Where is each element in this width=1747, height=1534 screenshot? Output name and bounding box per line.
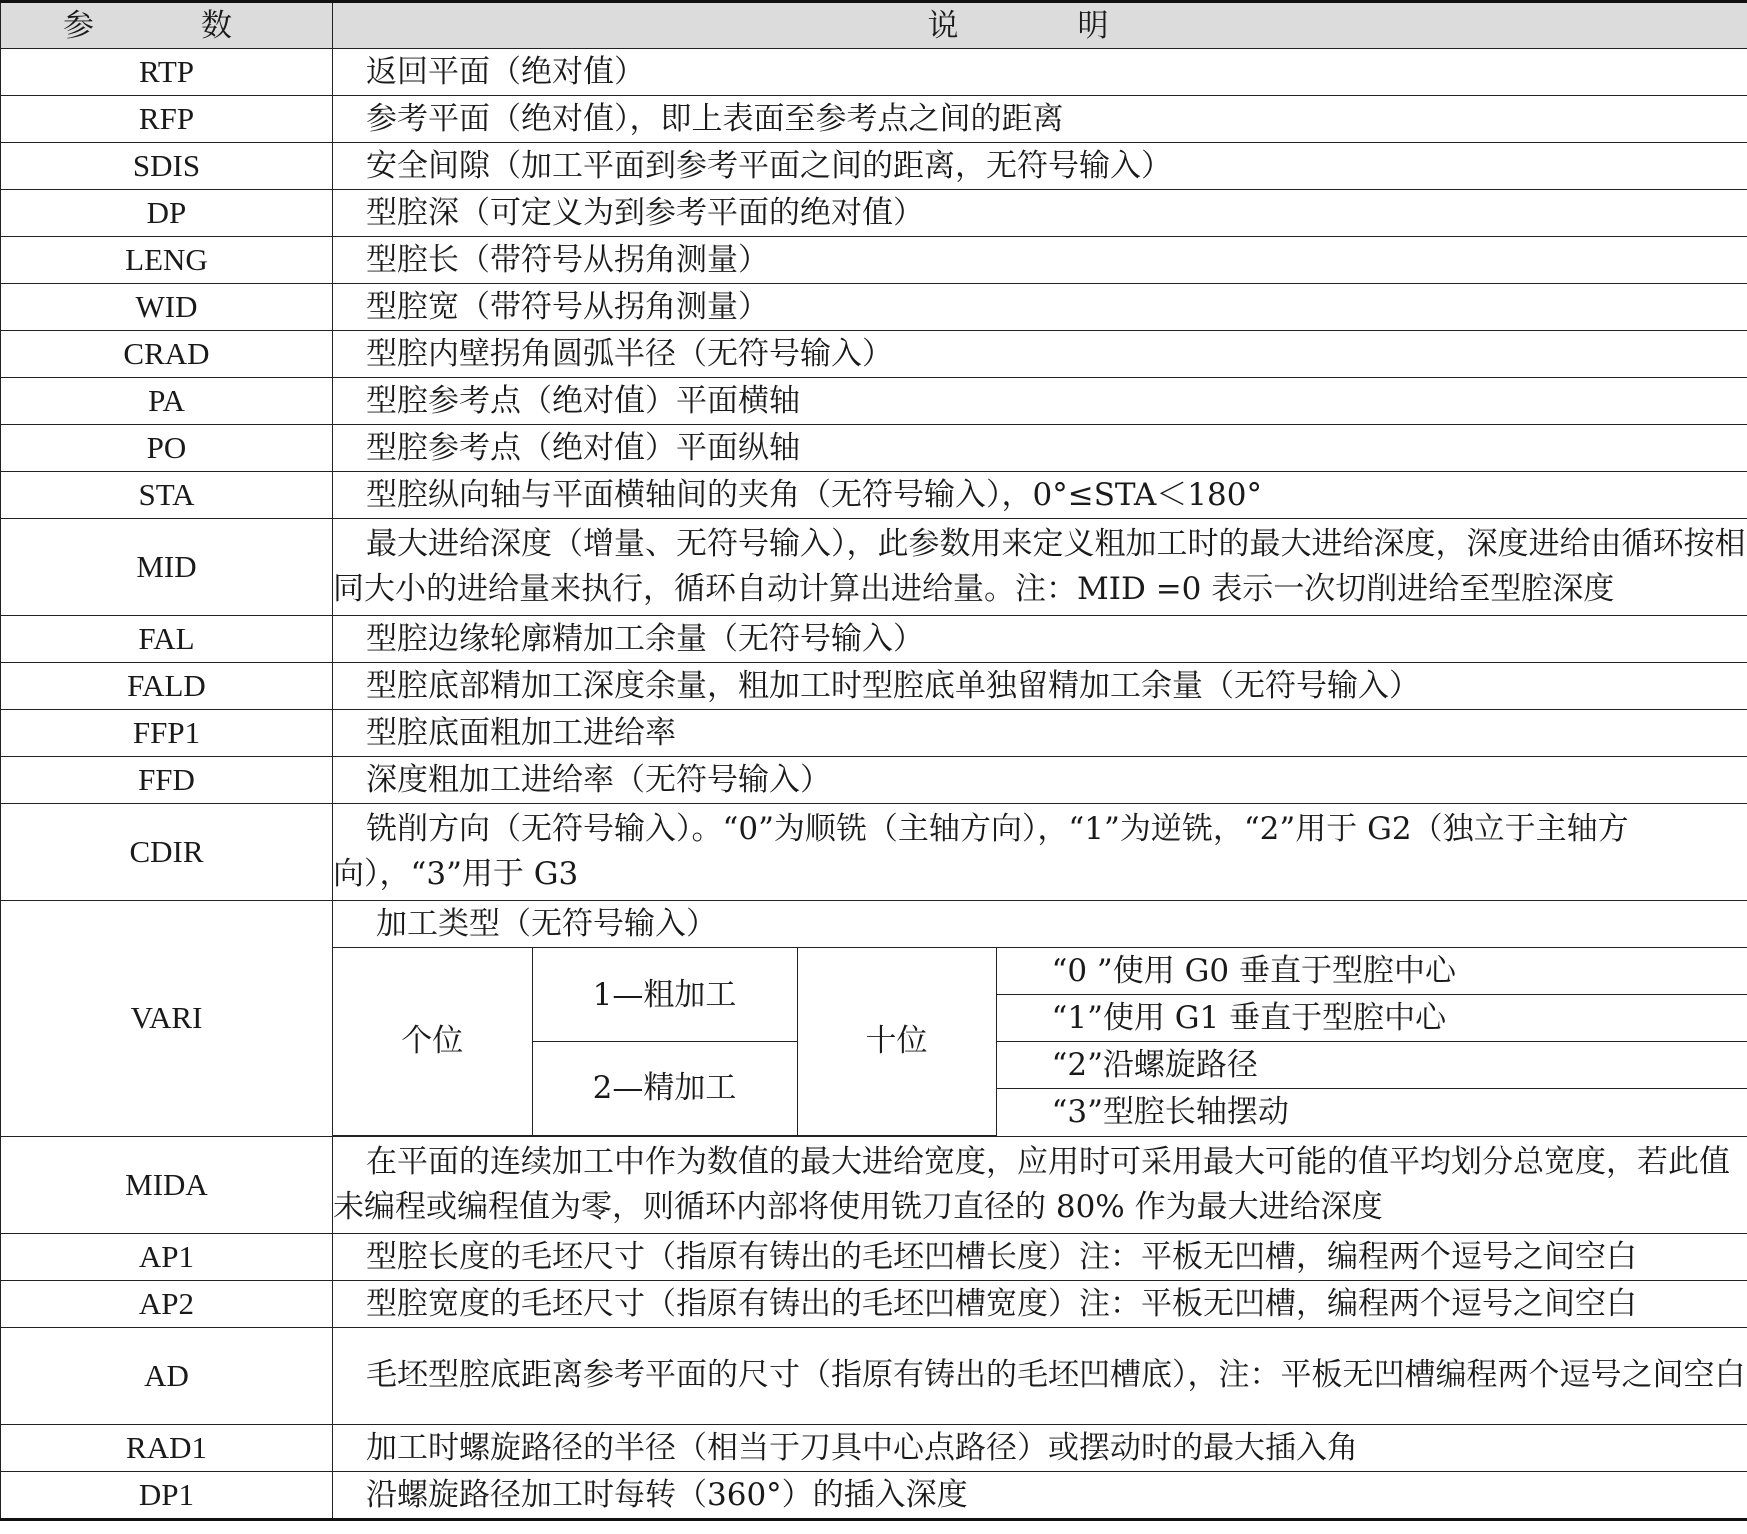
units-option: 1—粗加工 (532, 948, 797, 1042)
table-row (1, 1327, 1747, 1424)
table-row (1, 331, 1747, 378)
table-row (1, 1471, 1747, 1519)
table-row (1, 425, 1747, 472)
table-row (1, 804, 1747, 901)
table-row (1, 757, 1747, 804)
table-row (1, 96, 1747, 143)
param-desc: 型腔边缘轮廓精加工余量（无符号输入） (333, 616, 1747, 663)
param-name: PO (1, 425, 333, 472)
table-header-row (1, 2, 1747, 49)
param-name: FFD (1, 757, 333, 804)
param-desc: 型腔参考点（绝对值）平面纵轴 (333, 425, 1747, 472)
table-row (1, 1136, 1747, 1233)
param-desc: 返回平面（绝对值） (333, 49, 1747, 96)
param-name: RAD1 (1, 1424, 333, 1471)
param-name: LENG (1, 237, 333, 284)
param-name: DP (1, 190, 333, 237)
param-desc: 沿螺旋路径加工时每转（360°）的插入深度 (333, 1471, 1747, 1519)
param-desc: 型腔底面粗加工进给率 (333, 710, 1747, 757)
param-name: AP2 (1, 1280, 333, 1327)
table-row (1, 1280, 1747, 1327)
param-desc: 型腔长度的毛坯尺寸（指原有铸出的毛坯凹槽长度）注：平板无凹槽，编程两个逗号之间空白 (333, 1233, 1747, 1280)
param-name: FAL (1, 616, 333, 663)
table-row (1, 1424, 1747, 1471)
units-option: 2—精加工 (532, 1042, 797, 1136)
param-desc: 安全间隙（加工平面到参考平面之间的距离，无符号输入） (333, 143, 1747, 190)
table-row (1, 237, 1747, 284)
param-desc: 在平面的连续加工中作为数值的最大进给宽度，应用时可采用最大可能的值平均划分总宽度，若此值未编程或编程值为零，则循环内部将使用铣刀直径的 80% 作为最大进给深度 (333, 1136, 1747, 1233)
param-desc: 最大进给深度（增量、无符号输入），此参数用来定义粗加工时的最大进给深度，深度进给由循环按相同大小的进给量来执行，循环自动计算出进给量。注：MID =0 表示一次切削进给至型腔深度 (333, 519, 1747, 616)
param-name: STA (1, 472, 333, 519)
vari-row (1, 901, 1747, 1137)
tens-option: “3”型腔长轴摆动 (996, 1089, 1747, 1136)
param-name: RFP (1, 96, 333, 143)
vari-title: 加工类型（无符号输入） (333, 901, 1747, 948)
param-desc: 型腔底部精加工深度余量，粗加工时型腔底单独留精加工余量（无符号输入） (333, 663, 1747, 710)
vari-detail (333, 901, 1747, 1137)
tens-label: 十位 (797, 948, 996, 1135)
param-desc: 深度粗加工进给率（无符号输入） (333, 757, 1747, 804)
param-desc: 型腔宽（带符号从拐角测量） (333, 284, 1747, 331)
param-name: CRAD (1, 331, 333, 378)
param-desc: 型腔深（可定义为到参考平面的绝对值） (333, 190, 1747, 237)
table-row (1, 143, 1747, 190)
param-name: RTP (1, 49, 333, 96)
param-desc: 参考平面（绝对值），即上表面至参考点之间的距离 (333, 96, 1747, 143)
table-row (1, 519, 1747, 616)
param-desc: 铣削方向（无符号输入）。“0”为顺铣（主轴方向），“1”为逆铣，“2”用于 G2（独立于主轴方向），“3”用于 G3 (333, 804, 1747, 901)
table-row (1, 710, 1747, 757)
param-desc: 型腔内壁拐角圆弧半径（无符号输入） (333, 331, 1747, 378)
param-desc: 毛坯型腔底距离参考平面的尺寸（指原有铸出的毛坯凹槽底），注：平板无凹槽编程两个逗号之间空白 (333, 1327, 1747, 1424)
param-name: CDIR (1, 804, 333, 901)
param-name: PA (1, 378, 333, 425)
param-name: SDIS (1, 143, 333, 190)
param-name: MID (1, 519, 333, 616)
param-name: AP1 (1, 1233, 333, 1280)
param-name: FFP1 (1, 710, 333, 757)
param-name: DP1 (1, 1471, 333, 1519)
units-label: 个位 (333, 948, 532, 1135)
table-row (1, 616, 1747, 663)
param-desc: 型腔纵向轴与平面横轴间的夹角（无符号输入），0°≤STA＜180° (333, 472, 1747, 519)
table-row (1, 378, 1747, 425)
param-name: AD (1, 1327, 333, 1424)
param-name: FALD (1, 663, 333, 710)
table-row (1, 663, 1747, 710)
param-name: WID (1, 284, 333, 331)
header-description: 说 明 (333, 2, 1747, 49)
vari-subtable (333, 948, 1747, 1136)
table-row (1, 472, 1747, 519)
table-row (1, 49, 1747, 96)
table-row (1, 284, 1747, 331)
tens-option: “2”沿螺旋路径 (996, 1042, 1747, 1089)
param-desc: 加工时螺旋路径的半径（相当于刀具中心点路径）或摆动时的最大插入角 (333, 1424, 1747, 1471)
header-param: 参 数 (1, 2, 333, 49)
param-desc: 型腔长（带符号从拐角测量） (333, 237, 1747, 284)
table-row (1, 190, 1747, 237)
table-row (1, 1233, 1747, 1280)
param-desc: 型腔参考点（绝对值）平面横轴 (333, 378, 1747, 425)
param-desc: 型腔宽度的毛坯尺寸（指原有铸出的毛坯凹槽宽度）注：平板无凹槽，编程两个逗号之间空白 (333, 1280, 1747, 1327)
param-name: MIDA (1, 1136, 333, 1233)
tens-option: “0 ”使用 G0 垂直于型腔中心 (996, 948, 1747, 995)
tens-option: “1”使用 G1 垂直于型腔中心 (996, 995, 1747, 1042)
param-name: VARI (1, 901, 333, 1137)
